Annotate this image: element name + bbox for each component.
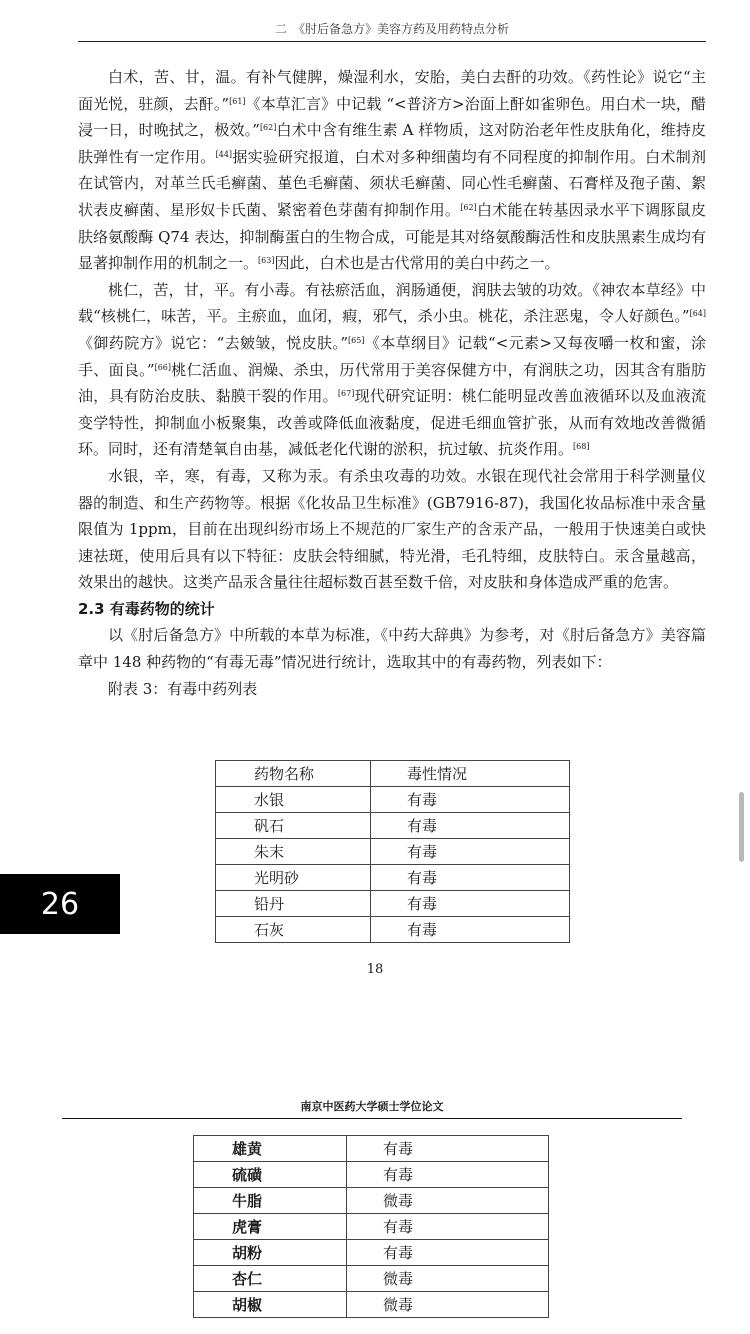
page-indicator-badge[interactable]: 26 bbox=[0, 874, 120, 934]
citation: [66] bbox=[154, 362, 172, 372]
table-row bbox=[194, 1188, 549, 1214]
paragraph-shuiyin: 水银，辛，寒，有毒，又称为汞。有杀虫攻毒的功效。水银在现代社会常用于科学测量仪器的制造、和生产药物等。根据《化妆品卫生标准》(GB7916-87)，我国化妆品标准中汞含量限值为 1ppm，目前在出现纠纷市场上不规范的厂家生产的含汞产品，一般用于快速美白或快速祛斑，使用后具有以下特征：皮肤会特细腻，特光滑，毛孔特细，皮肤特白。汞含量越高，效果出的越快。这类产品汞含量往往超标数百甚至数千倍，对皮肤和身体造成严重的危害。 bbox=[78, 466, 706, 592]
page2-running-head: 南京中医药大学硕士学位论文 bbox=[62, 1098, 682, 1119]
table-row bbox=[194, 1292, 549, 1318]
text-run: 白术中含有维生素 A 样物质，这对防治老年性皮肤角化，维持皮肤弹性有一定作用。 bbox=[78, 121, 706, 166]
herb-name-cell: 虎膏 bbox=[194, 1214, 347, 1240]
text-run: 白术，苦、甘，温。有补气健脾，燥湿利水，安胎，美白去酐的功效。《药性论》说它“主面光悦，驻颜，去酐。” bbox=[78, 68, 706, 113]
table-row bbox=[194, 1266, 549, 1292]
citation: [64] bbox=[689, 309, 706, 319]
page-body bbox=[78, 64, 706, 702]
herb-name-cell: 石灰 bbox=[216, 917, 371, 943]
text-run: 白术能在转基因录水平下调豚鼠皮肤络氨酸酶 Q74 表达，抑制酶蛋白的生物合成，可能是其对络氨酸酶活性和皮肤黑素生成均有显著抑制作用的机制之一。 bbox=[78, 200, 706, 273]
herb-name-cell: 铅丹 bbox=[216, 891, 371, 917]
table-row bbox=[216, 839, 570, 865]
citation: [67] bbox=[337, 389, 355, 399]
toxicity-cell: 有毒 bbox=[347, 1240, 549, 1266]
toxicity-cell: 微毒 bbox=[347, 1188, 549, 1214]
table-row bbox=[194, 1240, 549, 1266]
toxicity-cell: 有毒 bbox=[347, 1214, 549, 1240]
citation: [68] bbox=[573, 442, 590, 452]
toxicity-cell: 有毒 bbox=[371, 787, 570, 813]
text-run: 因此，白术也是古代常用的美白中药之一。 bbox=[274, 254, 560, 273]
toxicity-cell: 有毒 bbox=[371, 917, 570, 943]
table-row bbox=[194, 1136, 549, 1162]
paragraph-statistics: 以《肘后备急方》中所载的本草为标准，《中药大辞典》为参考，对《肘后备急方》美容篇章中 148 种药物的“有毒无毒”情况进行统计，选取其中的有毒药物，列表如下： bbox=[78, 626, 706, 672]
text-run: 《本草纲目》记载“<元素>又每夜嚼一枚和蜜，涂手、面良。” bbox=[78, 333, 707, 379]
table-row bbox=[216, 787, 570, 813]
citation: [65] bbox=[348, 335, 365, 345]
herb-name-cell: 胡椒 bbox=[194, 1292, 347, 1318]
herb-name-cell: 杏仁 bbox=[194, 1266, 347, 1292]
table-row bbox=[216, 891, 570, 917]
running-head: 二 《肘后备急方》美容方药及用药特点分析 bbox=[78, 20, 706, 42]
toxicity-cell: 微毒 bbox=[347, 1292, 549, 1318]
toxicity-cell: 有毒 bbox=[371, 891, 570, 917]
scrollbar-thumb[interactable] bbox=[739, 792, 744, 862]
citation: [62] bbox=[460, 202, 477, 212]
table-row bbox=[194, 1214, 549, 1240]
toxicity-cell: 微毒 bbox=[347, 1266, 549, 1292]
herb-name-cell: 光明砂 bbox=[216, 865, 371, 891]
text-run: 桃仁，苦，甘，平。有小毒。有祛瘀活血，润肠通便，润肤去皱的功效。《神农本草经》中载“核桃仁，味苦，平。主瘀血，血闭，瘕，邪气，杀小虫。桃花，杀注恶鬼，令人好颜色。” bbox=[78, 280, 706, 326]
herb-name-cell: 硫磺 bbox=[194, 1162, 347, 1188]
toxic-herb-table bbox=[215, 760, 570, 943]
citation: [63] bbox=[258, 256, 275, 266]
text-run: 《本草汇言》中记载 “<普济方>治面上酐如雀卵色。用白术一块，醋浸一日，时晚拭之，极效。” bbox=[78, 94, 707, 140]
citation: [61] bbox=[229, 96, 246, 106]
citation: [62] bbox=[259, 123, 277, 133]
table-row bbox=[194, 1162, 549, 1188]
text-run: 现代研究证明：桃仁能明显改善血液循环以及血液流变学特性，抑制血小板聚集，改善或降低血液黏度，促进毛细血管扩张，从而有效地改善微循环。同时，还有清楚氧自由基，减低老化代谢的淤积，抗过敏、抗炎作用。 bbox=[78, 387, 706, 459]
paragraph-baizhu bbox=[78, 64, 706, 277]
toxicity-cell: 有毒 bbox=[371, 865, 570, 891]
text-run: 《御药院方》说它：“去皴皱，悦皮肤。” bbox=[78, 333, 349, 352]
toxicity-cell: 有毒 bbox=[347, 1162, 549, 1188]
herb-name-cell: 牛脂 bbox=[194, 1188, 347, 1214]
text-run: 桃仁活血、润燥、杀虫，历代常用于美容保健方中，有润肤之功，因其含有脂肪油，具有防治皮肤、黏膜干裂的作用。 bbox=[78, 360, 706, 406]
page-number: 18 bbox=[366, 962, 384, 977]
toxic-herb-table-continued bbox=[193, 1135, 549, 1318]
text-run: 据实验研究报道，白术对多种细菌均有不同程度的抑制作用。白术制剂在试管内，对革兰氏毛癣菌、堇色毛癣菌、须状毛癣菌、同心性毛癣菌、石膏样及孢子菌、絮状表皮癣菌、星形奴卡氏菌、紧密着色芽菌有抑制作用。 bbox=[78, 147, 706, 219]
herb-name-cell: 胡粉 bbox=[194, 1240, 347, 1266]
toxicity-cell: 有毒 bbox=[371, 839, 570, 865]
column-header-name: 药物名称 bbox=[216, 761, 371, 787]
table-row bbox=[216, 813, 570, 839]
section-heading: 2.3 有毒药物的统计 bbox=[78, 599, 215, 618]
table-row bbox=[216, 865, 570, 891]
toxicity-cell: 有毒 bbox=[347, 1136, 549, 1162]
herb-name-cell: 雄黄 bbox=[194, 1136, 347, 1162]
herb-name-cell: 矾石 bbox=[216, 813, 371, 839]
table-row bbox=[216, 917, 570, 943]
paragraph-taoren bbox=[78, 277, 706, 463]
herb-name-cell: 水银 bbox=[216, 787, 371, 813]
toxicity-cell: 有毒 bbox=[371, 813, 570, 839]
table-header-row bbox=[216, 761, 570, 787]
table-caption: 附表 3：有毒中药列表 bbox=[108, 679, 258, 698]
herb-name-cell: 朱末 bbox=[216, 839, 371, 865]
citation: [44] bbox=[215, 149, 233, 159]
column-header-toxicity: 毒性情况 bbox=[371, 761, 570, 787]
